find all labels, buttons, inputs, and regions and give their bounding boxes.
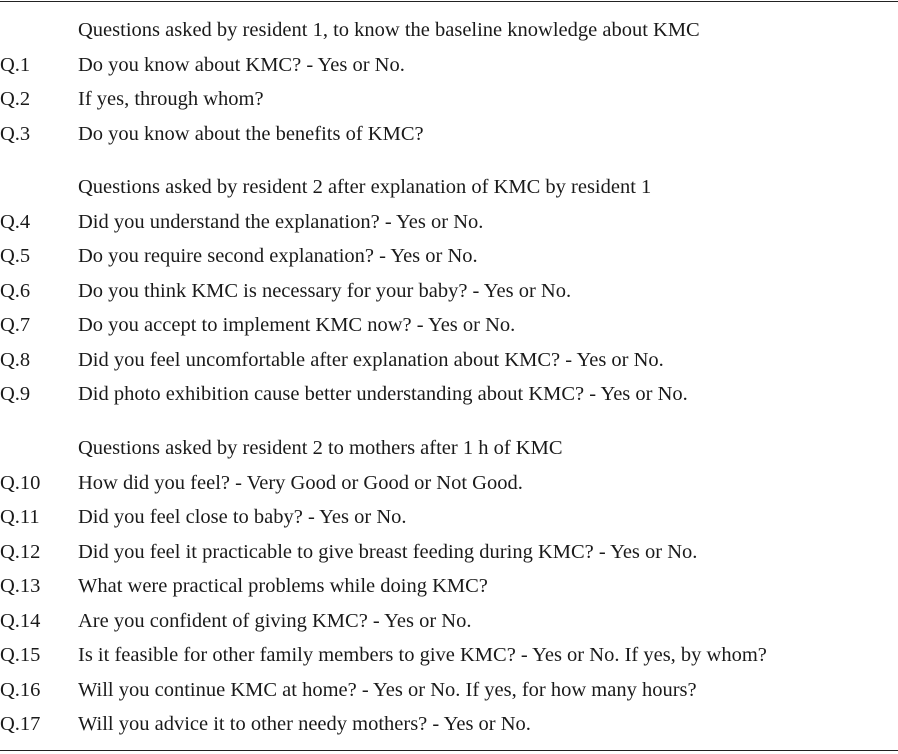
question-number: Q.12 [0, 540, 41, 563]
question-row [0, 604, 898, 639]
question-text: How did you feel? - Very Good or Good or Not Good. [78, 471, 523, 494]
question-number: Q.7 [0, 314, 31, 336]
section-baseline-knowledge [0, 13, 898, 151]
question-row [0, 308, 898, 343]
question-number: Q.8 [0, 348, 31, 371]
question-text: Did you feel uncomfortable after explanation about KMC? - Yes or No. [78, 348, 664, 371]
question-number: Q.1 [0, 53, 31, 76]
question-text: Is it feasible for other family members to give KMC? - Yes or No. If yes, by whom? [78, 644, 767, 666]
question-row [0, 117, 898, 152]
question-text: Did you feel close to baby? - Yes or No. [78, 506, 407, 528]
question-number: Q.9 [0, 383, 31, 405]
question-number: Q.6 [0, 279, 31, 302]
question-text: Did you feel it practicable to give breast feeding during KMC? - Yes or No. [78, 540, 698, 563]
section-heading: Questions asked by resident 2 after explanation of KMC by resident 1 [78, 176, 652, 198]
table-top-rule [0, 1, 898, 2]
question-text: Do you require second explanation? - Yes or No. [78, 245, 478, 267]
question-row [0, 205, 898, 240]
question-number: Q.2 [0, 88, 31, 110]
question-number: Q.16 [0, 678, 41, 701]
question-row [0, 274, 898, 309]
question-row [0, 569, 898, 604]
question-text: Did photo exhibition cause better understanding about KMC? - Yes or No. [78, 383, 688, 405]
section-heading: Questions asked by resident 2 to mothers after 1 h of KMC [78, 437, 563, 459]
section-after-explanation [0, 170, 898, 412]
question-row [0, 239, 898, 274]
question-text: What were practical problems while doing KMC? [78, 575, 488, 597]
question-text: If yes, through whom? [78, 88, 264, 110]
question-row [0, 535, 898, 570]
question-text: Are you confident of giving KMC? - Yes or No. [78, 609, 472, 632]
question-text: Do you think KMC is necessary for your baby? - Yes or No. [78, 279, 572, 302]
question-text: Will you continue KMC at home? - Yes or No. If yes, for how many hours? [78, 678, 697, 701]
question-row [0, 343, 898, 378]
question-text: Do you know about the benefits of KMC? [78, 122, 424, 145]
section-heading: Questions asked by resident 1, to know the baseline knowledge about KMC [78, 19, 700, 41]
question-row [0, 82, 898, 117]
question-row [0, 500, 898, 535]
question-number: Q.4 [0, 210, 31, 233]
question-number: Q.15 [0, 644, 41, 666]
question-text: Did you understand the explanation? - Yes or No. [78, 210, 484, 233]
question-row [0, 707, 898, 742]
question-number: Q.11 [0, 506, 40, 528]
question-text: Will you advice it to other needy mothers? - Yes or No. [78, 713, 531, 735]
question-text: Do you know about KMC? - Yes or No. [78, 53, 405, 76]
table-bottom-rule [0, 750, 898, 751]
question-number: Q.13 [0, 575, 41, 597]
question-row [0, 466, 898, 501]
question-row [0, 48, 898, 83]
question-row [0, 673, 898, 708]
question-row [0, 638, 898, 673]
question-row [0, 377, 898, 412]
question-number: Q.10 [0, 471, 41, 494]
question-number: Q.17 [0, 713, 41, 735]
question-number: Q.14 [0, 609, 41, 632]
section-after-kmc [0, 431, 898, 742]
question-number: Q.5 [0, 245, 31, 267]
question-number: Q.3 [0, 122, 31, 145]
question-text: Do you accept to implement KMC now? - Yes or No. [78, 314, 516, 336]
